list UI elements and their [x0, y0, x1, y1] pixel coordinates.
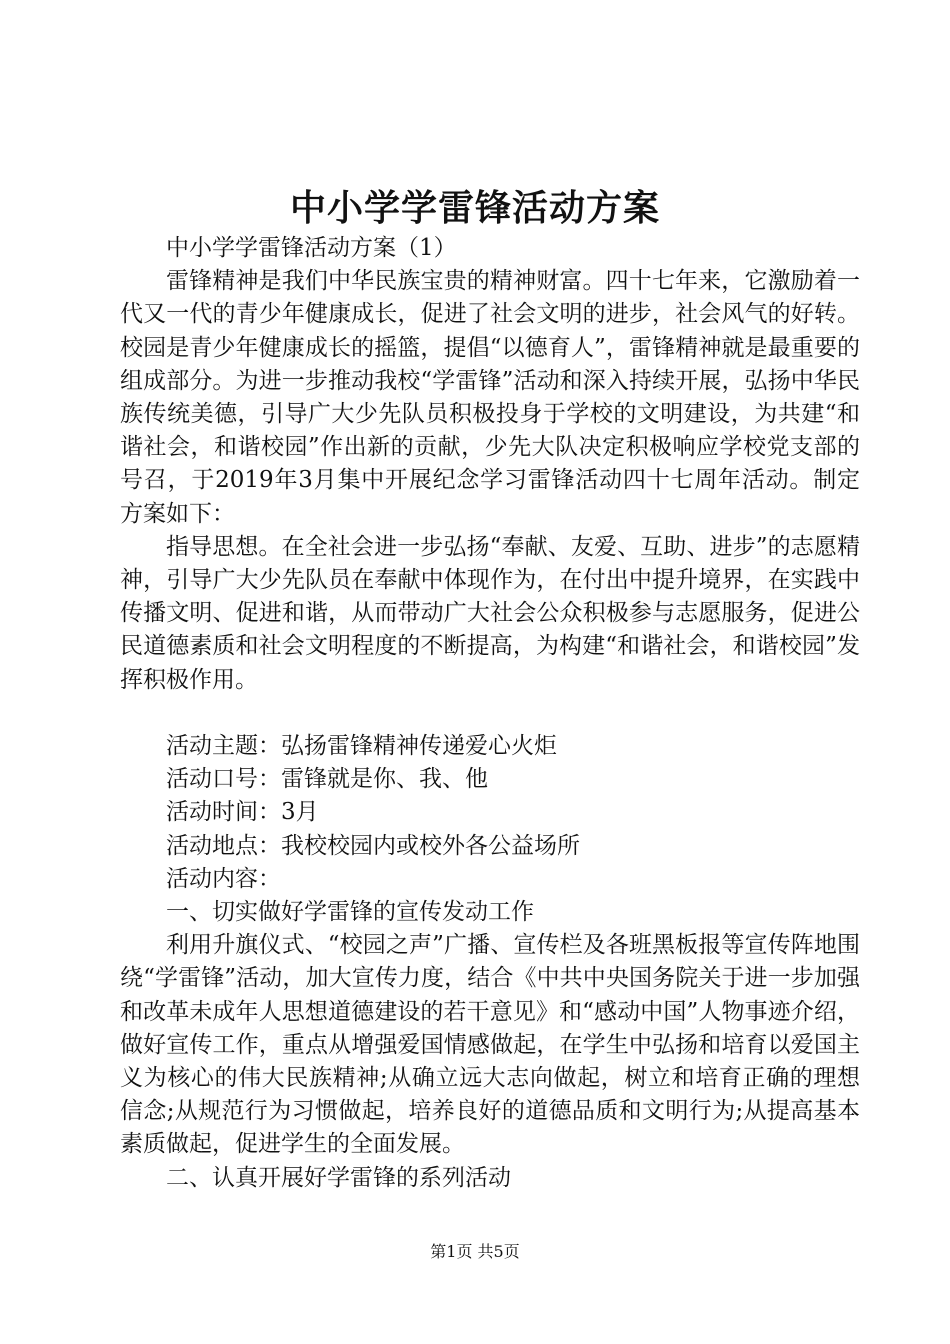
- document-subtitle: 中小学学雷锋活动方案（1）: [166, 235, 457, 261]
- activity-time: 活动时间：3月: [166, 799, 319, 826]
- document-body: [120, 232, 860, 1195]
- paragraph-intro: 雷锋精神是我们中华民族宝贵的精神财富。四十七年来，它激励着一代又一代的青少年健康成长，促进了社会文明的进步，社会风气的好转。校园是青少年健康成长的摇篮，提倡“以德育人”，雷锋精神就是最重要的组成部分。为进一步推动我校“学雷锋”活动和深入持续开展，弘扬中华民族传统美德，引导广大少先队员积极投身于学校的文明建设，为共建“和谐社会，和谐校园”作出新的贡献，少先大队决定积极响应学校党支部的号召，于2019年3月集中开展纪念学习雷锋活动四十七周年活动。制定方案如下：: [120, 268, 860, 527]
- section-1-body: 利用升旗仪式、“校园之声”广播、宣传栏及各班黑板报等宣传阵地围绕“学雷锋”活动，加大宣传力度，结合《中共中央国务院关于进一步加强和改革未成年人思想道德建设的若干意见》和“感动中国”人物事迹介绍，做好宣传工作，重点从增强爱国情感做起，在学生中弘扬和培育以爱国主义为核心的伟大民族精神;从确立远大志向做起，树立和培育正确的理想信念;从规范行为习惯做起，培养良好的道德品质和文明行为;从提高基本素质做起，促进学生的全面发展。: [120, 932, 860, 1158]
- document-title: 中小学学雷锋活动方案: [289, 187, 660, 229]
- section-heading-2: 二、认真开展好学雷锋的系列活动: [166, 1164, 511, 1191]
- section-heading-1: 一、切实做好学雷锋的宣传发动工作: [166, 899, 534, 926]
- activity-theme: 活动主题：弘扬雷锋精神传递爱心火炬: [166, 733, 557, 760]
- page-footer: 第1页 共5页: [430, 1242, 520, 1261]
- activity-content-label: 活动内容：: [166, 865, 281, 892]
- activity-place: 活动地点：我校校园内或校外各公益场所: [166, 832, 580, 859]
- activity-slogan: 活动口号：雷锋就是你、我、他: [166, 766, 488, 793]
- paragraph-spacer: [120, 697, 860, 730]
- paragraph-guiding-thought: 指导思想。在全社会进一步弘扬“奉献、友爱、互助、进步”的志愿精神，引导广大少先队员在奉献中体现作为，在付出中提升境界，在实践中传播文明、促进和谐，从而带动广大社会公众积极参与志愿服务，促进公民道德素质和社会文明程度的不断提高，为构建“和谐社会，和谐校园”发挥积极作用。: [120, 533, 860, 693]
